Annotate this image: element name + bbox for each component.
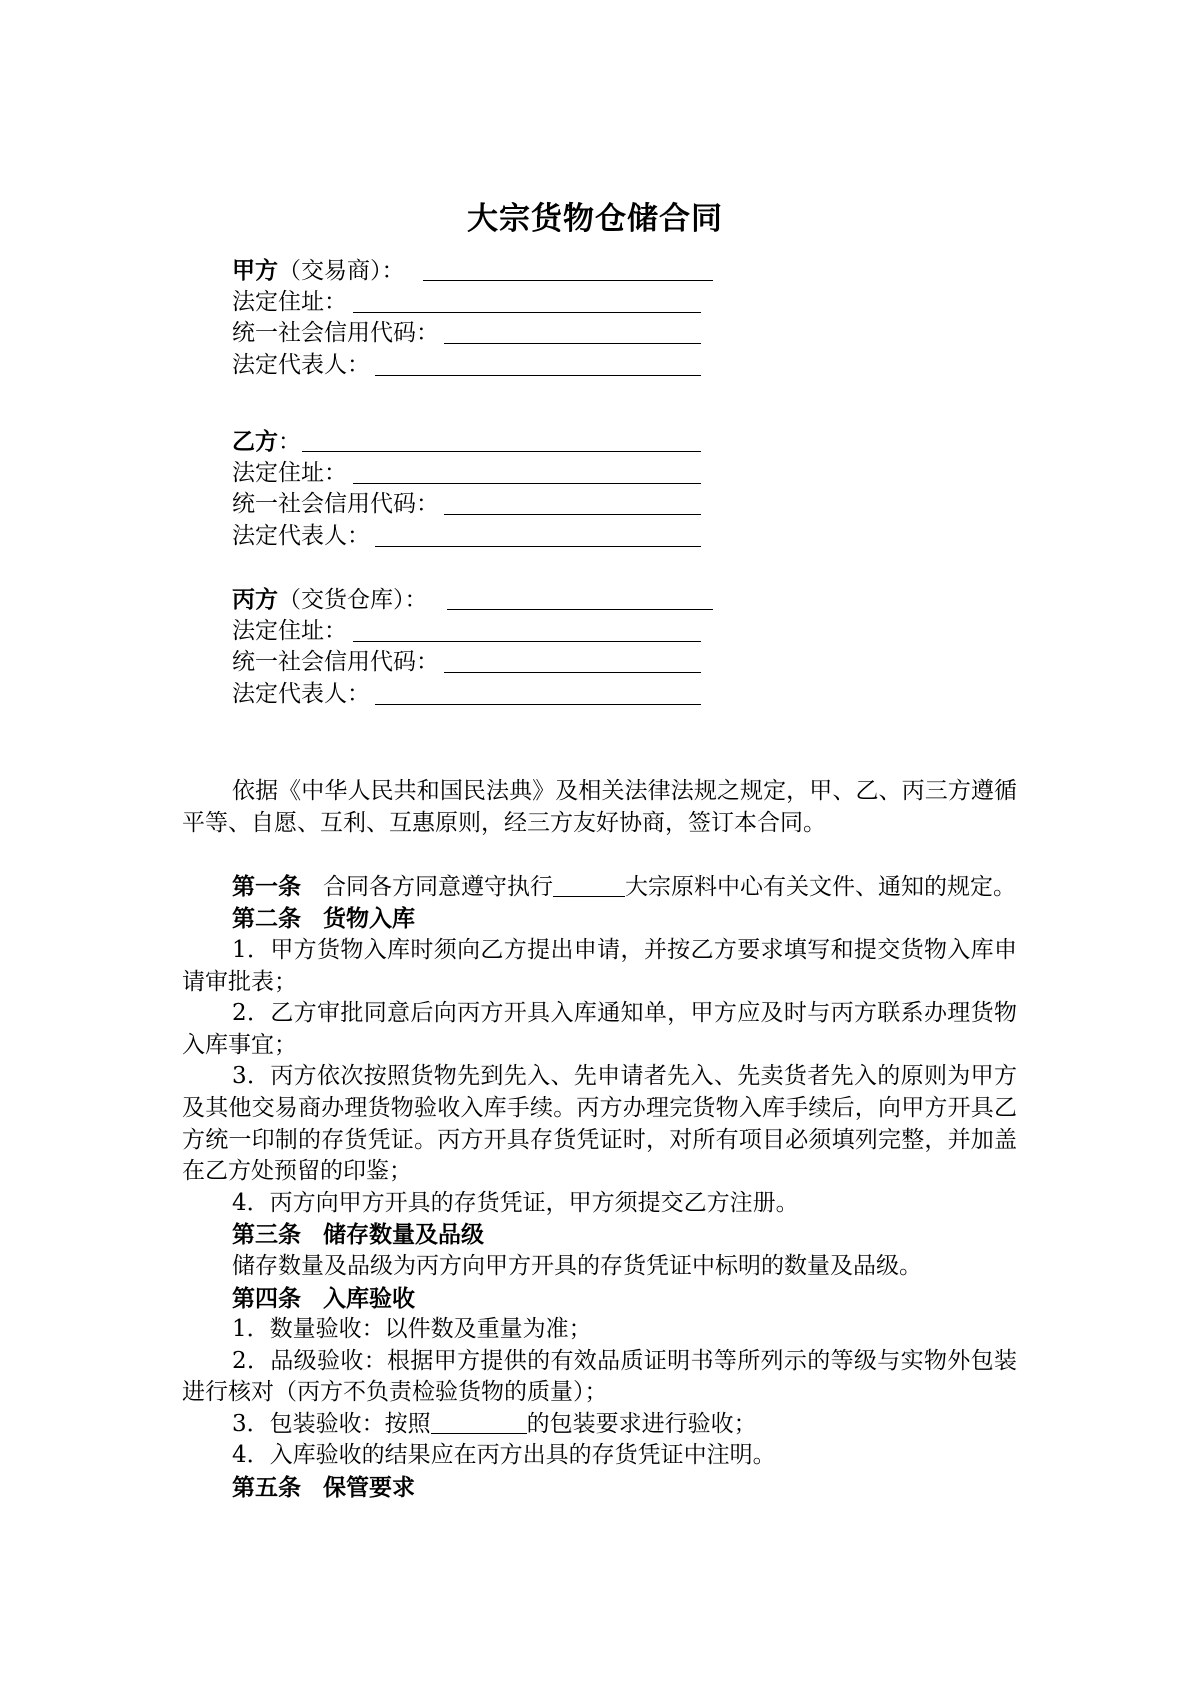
article-4-item-3-after: 的包装要求进行验收； [526,1410,757,1437]
party-c-label: 丙方 [232,586,278,613]
article-5-title: 保管要求 [323,1474,415,1502]
article-5-title-line [182,1472,1017,1504]
party-a-block [232,255,832,381]
party-a-address-label: 法定住址： [232,288,347,315]
party-a-role: （交易商）： [278,258,405,284]
party-a-name-line [232,255,832,287]
article-4-item-3 [182,1409,1017,1441]
party-b-role: ： [278,429,301,455]
party-c-name-line [232,584,832,616]
party-a-credit-code-label: 统一社会信用代码： [232,320,439,346]
article-4-title: 入库验收 [323,1284,415,1312]
party-b-credit-code-label: 统一社会信用代码： [232,491,439,517]
article-2-title: 货物入库 [323,905,415,933]
article-1 [182,871,1017,904]
party-b-address-line [232,458,832,490]
party-a-representative-label: 法定代表人： [232,351,370,378]
article-2-heading: 第二条 [232,905,301,933]
party-c-name-blank [447,609,713,610]
party-a-credit-code-blank [444,343,701,344]
party-b-name-blank [302,451,701,452]
article-2-item-3: 3．丙方依次按照货物先到先入、先申请者先入、先卖货者先入的原则为甲方及其他交易商办理货物验收入库手续。丙方办理完货物入库手续后，向甲方开具乙方统一印制的存货凭证。丙方开具存货凭证时，对所有项目必须填列完整，并加盖在乙方处预留的印鉴； [182,1063,1017,1185]
article-4-item-1: 1．数量验收：以件数及重量为准； [232,1316,592,1343]
article-1-text-after: 大宗原料中心有关文件、通知的规定。 [625,873,1016,900]
party-c-address-blank [353,641,701,642]
article-4-item-3-before: 3．包装验收：按照 [232,1410,431,1437]
party-b-representative-label: 法定代表人： [232,522,370,549]
article-3-title-line [182,1219,1017,1251]
article-4-item-4: 4．入库验收的结果应在丙方出具的存货凭证中注明。 [232,1442,776,1469]
party-b-address-blank [353,483,701,484]
party-b-block [232,426,832,552]
party-a-address-blank [353,312,701,313]
article-3-heading: 第三条 [232,1221,301,1249]
party-b-credit-code-line [232,489,832,521]
party-a-representative-line [232,350,832,382]
article-4-item-3-blank [431,1411,527,1434]
party-c-role: （交货仓库）： [278,587,428,613]
contract-body [182,776,1017,1504]
article-2-title-line [182,903,1017,935]
party-c-block [232,584,832,710]
article-1-heading: 第一条 [232,872,301,900]
party-c-address-label: 法定住址： [232,617,347,644]
article-3-text: 储存数量及品级为丙方向甲方开具的存货凭证中标明的数量及品级。 [232,1252,922,1279]
article-3-title: 储存数量及品级 [323,1221,484,1249]
party-c-credit-code-blank [444,672,701,673]
article-2-item-2: 2．乙方审批同意后向丙方开具入库通知单，甲方应及时与丙方联系办理货物入库事宜； [182,1000,1017,1058]
article-4-title-line [182,1283,1017,1315]
party-b-label: 乙方 [232,428,278,455]
party-a-representative-blank [375,375,701,376]
party-a-name-blank [423,280,713,281]
party-c-representative-label: 法定代表人： [232,680,370,707]
article-2-item-4: 4．丙方向甲方开具的存货凭证，甲方须提交乙方注册。 [232,1189,799,1216]
party-a-label: 甲方 [232,257,278,284]
article-2-item-1: 1．甲方货物入库时须向乙方提出申请，并按乙方要求填写和提交货物入库申请审批表； [182,936,1017,995]
party-b-representative-line [232,521,832,553]
party-b-name-line [232,426,832,458]
party-c-address-line [232,616,832,648]
party-b-credit-code-blank [444,514,701,515]
party-b-address-label: 法定住址： [232,459,347,486]
party-c-representative-blank [375,704,701,705]
party-c-credit-code-line [232,647,832,679]
party-a-address-line [232,287,832,319]
article-5-heading: 第五条 [232,1474,301,1502]
document-title: 大宗货物仓储合同 [467,201,723,237]
preamble-paragraph: 依据《中华人民共和国民法典》及相关法律法规之规定，甲、乙、丙三方遵循平等、自愿、互利、互惠原则，经三方友好协商，签订本合同。 [182,778,1017,836]
article-1-blank [553,874,625,897]
party-a-credit-code-line [232,318,832,350]
article-1-text-before: 合同各方同意遵守执行 [323,873,553,900]
party-c-credit-code-label: 统一社会信用代码： [232,649,439,675]
party-b-representative-blank [375,546,701,547]
party-c-representative-line [232,679,832,711]
article-4-heading: 第四条 [232,1284,301,1312]
article-4-item-2: 2．品级验收：根据甲方提供的有效品质证明书等所列示的等级与实物外包装进行核对（丙方不负责检验货物的质量）； [182,1347,1017,1406]
